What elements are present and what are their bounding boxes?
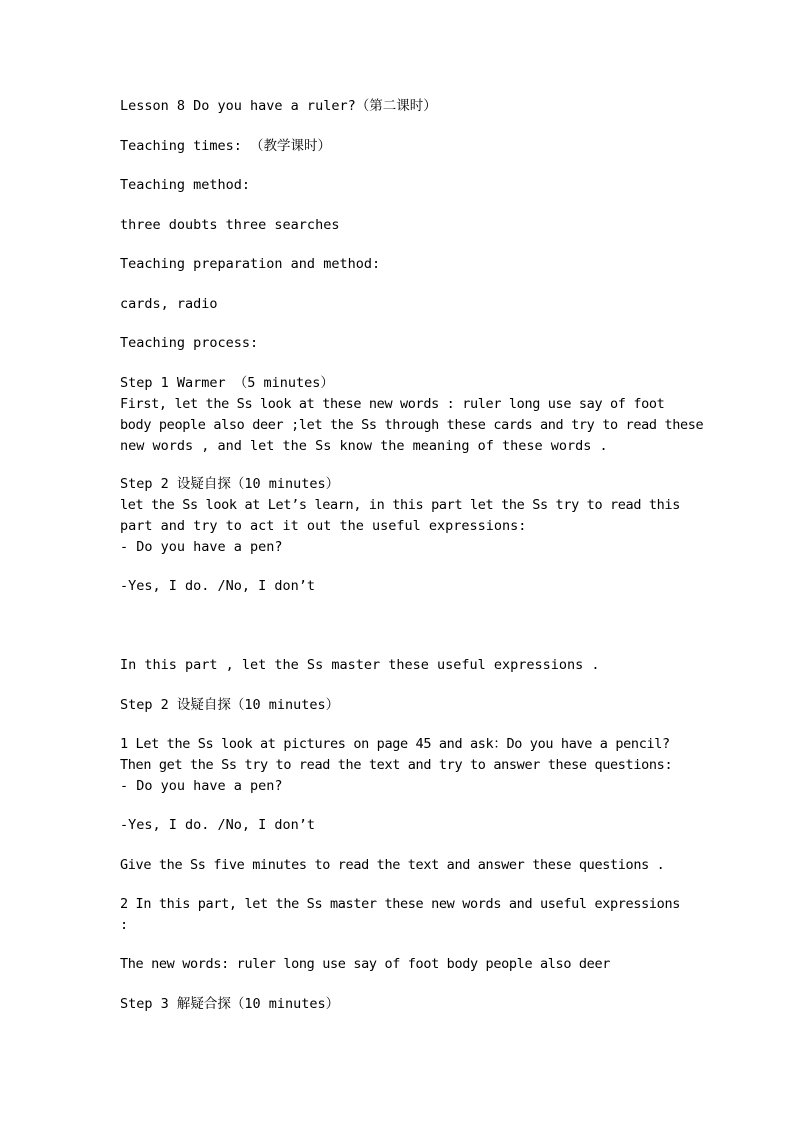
step-1-heading: Step 1 Warmer （5 minutes）	[120, 375, 334, 391]
five-minutes-note: Give the Ss five minutes to read the text and answer these questions .	[120, 857, 665, 873]
dialogue-answer: -Yes, I do. /No, I don’t	[120, 578, 316, 594]
teaching-method-heading: Teaching method:	[120, 177, 251, 193]
step-2-paragraph-line-1: let the Ss look at Let’s learn, in this part let the Ss try to read this	[120, 497, 680, 513]
process-heading: Teaching process:	[120, 335, 259, 351]
step-1-paragraph-line-1: First, let the Ss look at these new words : ruler long use say of foot	[120, 396, 665, 412]
step-3-heading: Step 3 解疑合探（10 minutes）	[120, 996, 340, 1012]
teaching-method-text: three doubts three searches	[120, 217, 340, 233]
dialogue-question-repeat: - Do you have a pen?	[120, 778, 283, 794]
step-2-paragraph-line-2: part and try to act it out the useful expressions:	[120, 518, 527, 534]
preparation-text: cards, radio	[120, 296, 218, 312]
teaching-times: Teaching times: （教学课时）	[120, 138, 332, 154]
step-2-repeat-heading: Step 2 设疑自探（10 minutes）	[120, 697, 340, 713]
pictures-instruction: 1 Let the Ss look at pictures on page 45 and ask：Do you have a pencil?	[120, 736, 670, 752]
dialogue-question: - Do you have a pen?	[120, 539, 283, 555]
step-1-paragraph-line-3: new words , and let the Ss know the meaning of these words .	[120, 438, 608, 454]
new-words-list: The new words: ruler long use say of foot body people also deer	[120, 956, 610, 972]
new-words-instruction: 2 In this part, let the Ss master these new words and useful expressions	[120, 896, 680, 912]
text-instruction: Then get the Ss try to read the text and try to answer these questions:	[120, 757, 673, 773]
step-1-paragraph-line-2: body people also deer ;let the Ss through these cards and try to read these	[120, 417, 704, 433]
new-words-instruction-colon: :	[120, 917, 129, 933]
mastery-note: In this part , let the Ss master these useful expressions .	[120, 657, 600, 673]
dialogue-answer-repeat: -Yes, I do. /No, I don’t	[120, 817, 316, 833]
preparation-heading: Teaching preparation and method:	[120, 256, 381, 272]
lesson-title: Lesson 8 Do you have a ruler?（第二课时）	[120, 98, 437, 114]
step-2-heading: Step 2 设疑自探（10 minutes）	[120, 476, 340, 492]
